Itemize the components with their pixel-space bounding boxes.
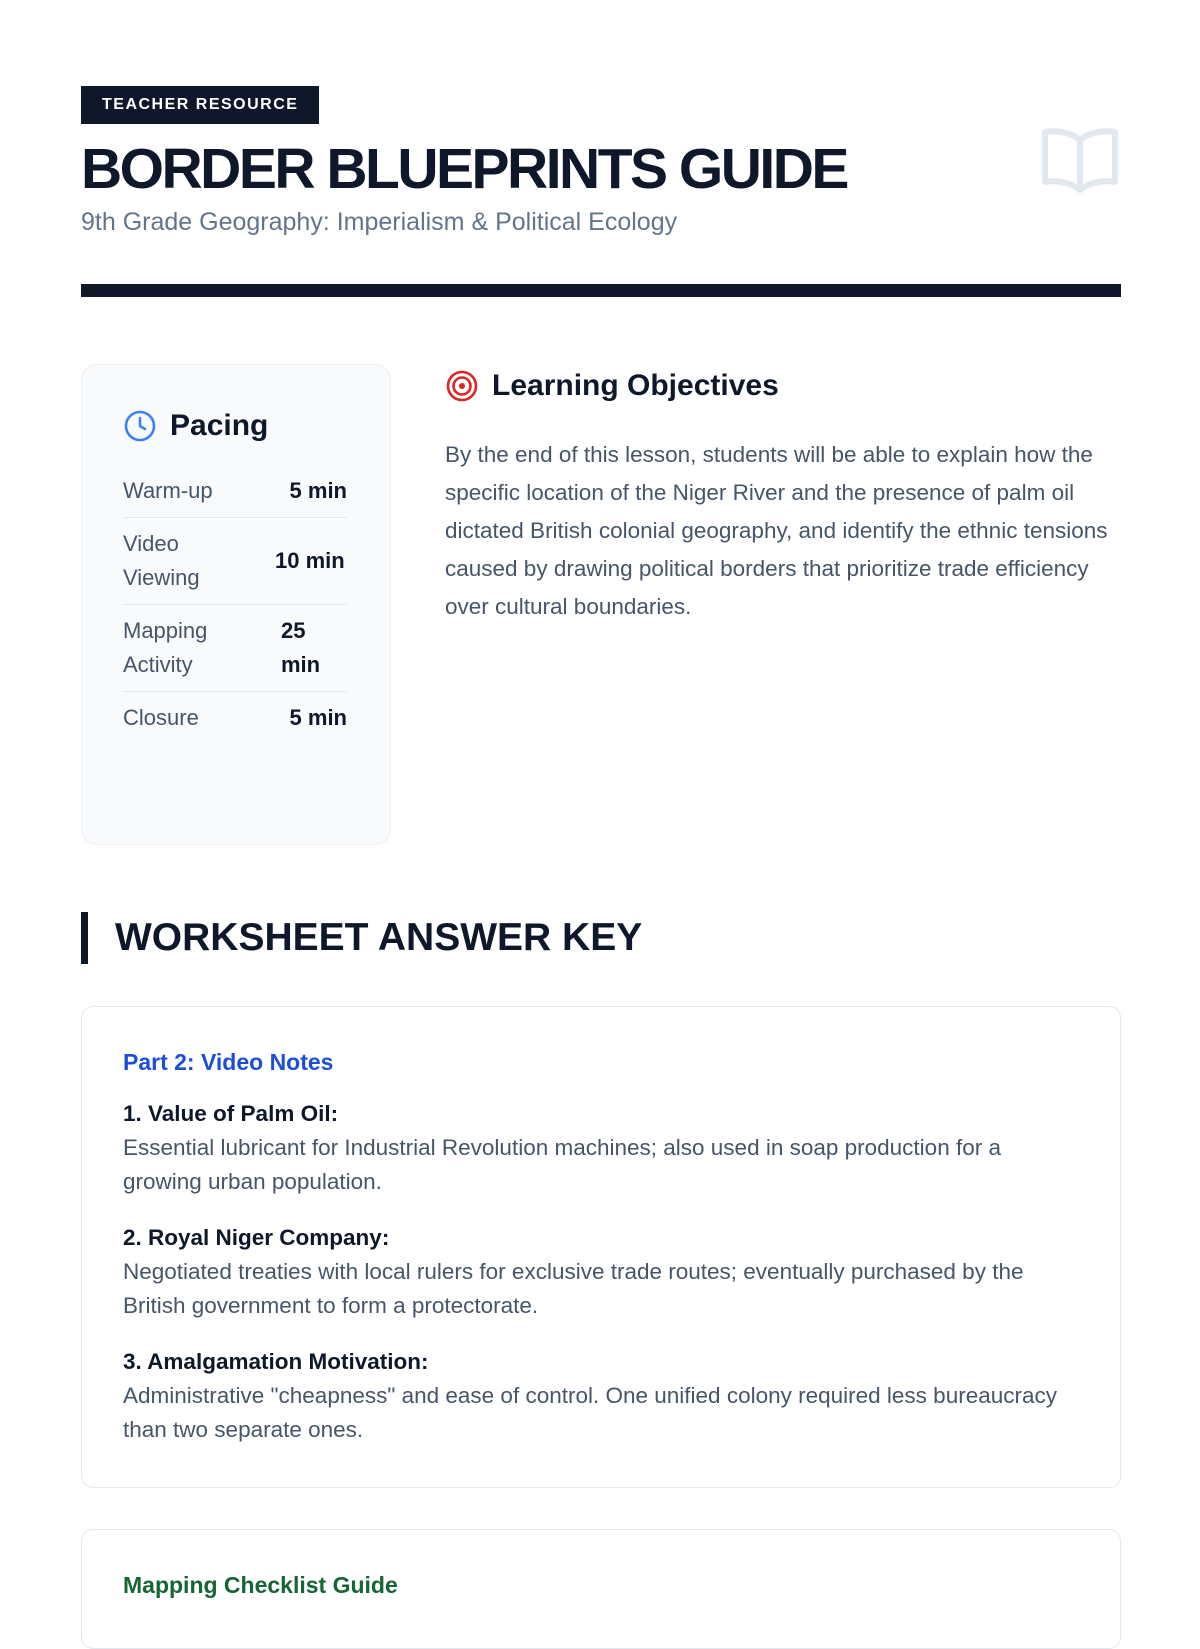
pacing-row [123,518,347,605]
answer-key-heading [81,912,642,964]
page-title: BORDER BLUEPRINTS GUIDE [81,137,847,201]
learning-objectives [445,368,1125,626]
header-divider [81,284,1121,297]
question-label: 3. Amalgamation Motivation: [123,1349,429,1374]
video-notes-card [81,1006,1121,1488]
objectives-title: Learning Objectives [492,369,779,402]
pacing-activity: Video Viewing [123,531,200,590]
answer-text: Essential lubricant for Industrial Revolution machines; also used in soap production for a growing urban population. [123,1135,1001,1194]
question-label: 1. Value of Palm Oil: [123,1101,339,1126]
pacing-activity: Mapping Activity [123,618,208,677]
objectives-heading [445,368,1125,404]
pacing-list [123,465,347,744]
pacing-heading [123,409,268,443]
teacher-resource-badge: TEACHER RESOURCE [81,86,319,124]
question-label: 2. Royal Niger Company: [123,1225,390,1250]
answer-text: Negotiated treaties with local rulers for exclusive trade routes; eventually purchased by the British government to form a protectorate. [123,1259,1024,1318]
objectives-text: By the end of this lesson, students will be able to explain how the specific location of the Niger River and the presence of palm oil dictated British colonial geography, and identify the ethnic tensions caused by drawing political borders that prioritize trade efficiency over cultural boundaries. [445,442,1108,619]
mapping-checklist-card [81,1529,1121,1649]
pacing-title: Pacing [170,409,269,442]
pacing-duration: 5 min [289,478,347,503]
answer-key-title: WORKSHEET ANSWER KEY [115,916,643,959]
list-item [123,1345,1083,1447]
pacing-row [123,605,347,692]
list-item [123,1221,1083,1323]
pacing-duration: 25 min [281,618,321,677]
clock-icon [123,409,157,443]
pacing-activity: Closure [123,705,199,730]
pacing-duration: 10 min [275,548,345,573]
target-icon [445,369,479,403]
book-open-icon [1041,126,1119,196]
pacing-card [81,364,391,845]
list-item [123,1097,1083,1199]
video-notes-title: Part 2: Video Notes [123,1049,334,1075]
answer-text: Administrative "cheapness" and ease of control. One unified colony required less bureaucracy than two separate ones. [123,1383,1057,1442]
pacing-row [123,465,347,518]
heading-accent-bar [81,912,88,964]
video-notes-list [123,1097,1083,1469]
pacing-duration: 5 min [289,705,347,730]
page-subtitle: 9th Grade Geography: Imperialism & Political Ecology [81,208,678,236]
pacing-activity: Warm-up [123,478,213,503]
pacing-row [123,692,347,744]
mapping-checklist-title: Mapping Checklist Guide [123,1572,398,1598]
